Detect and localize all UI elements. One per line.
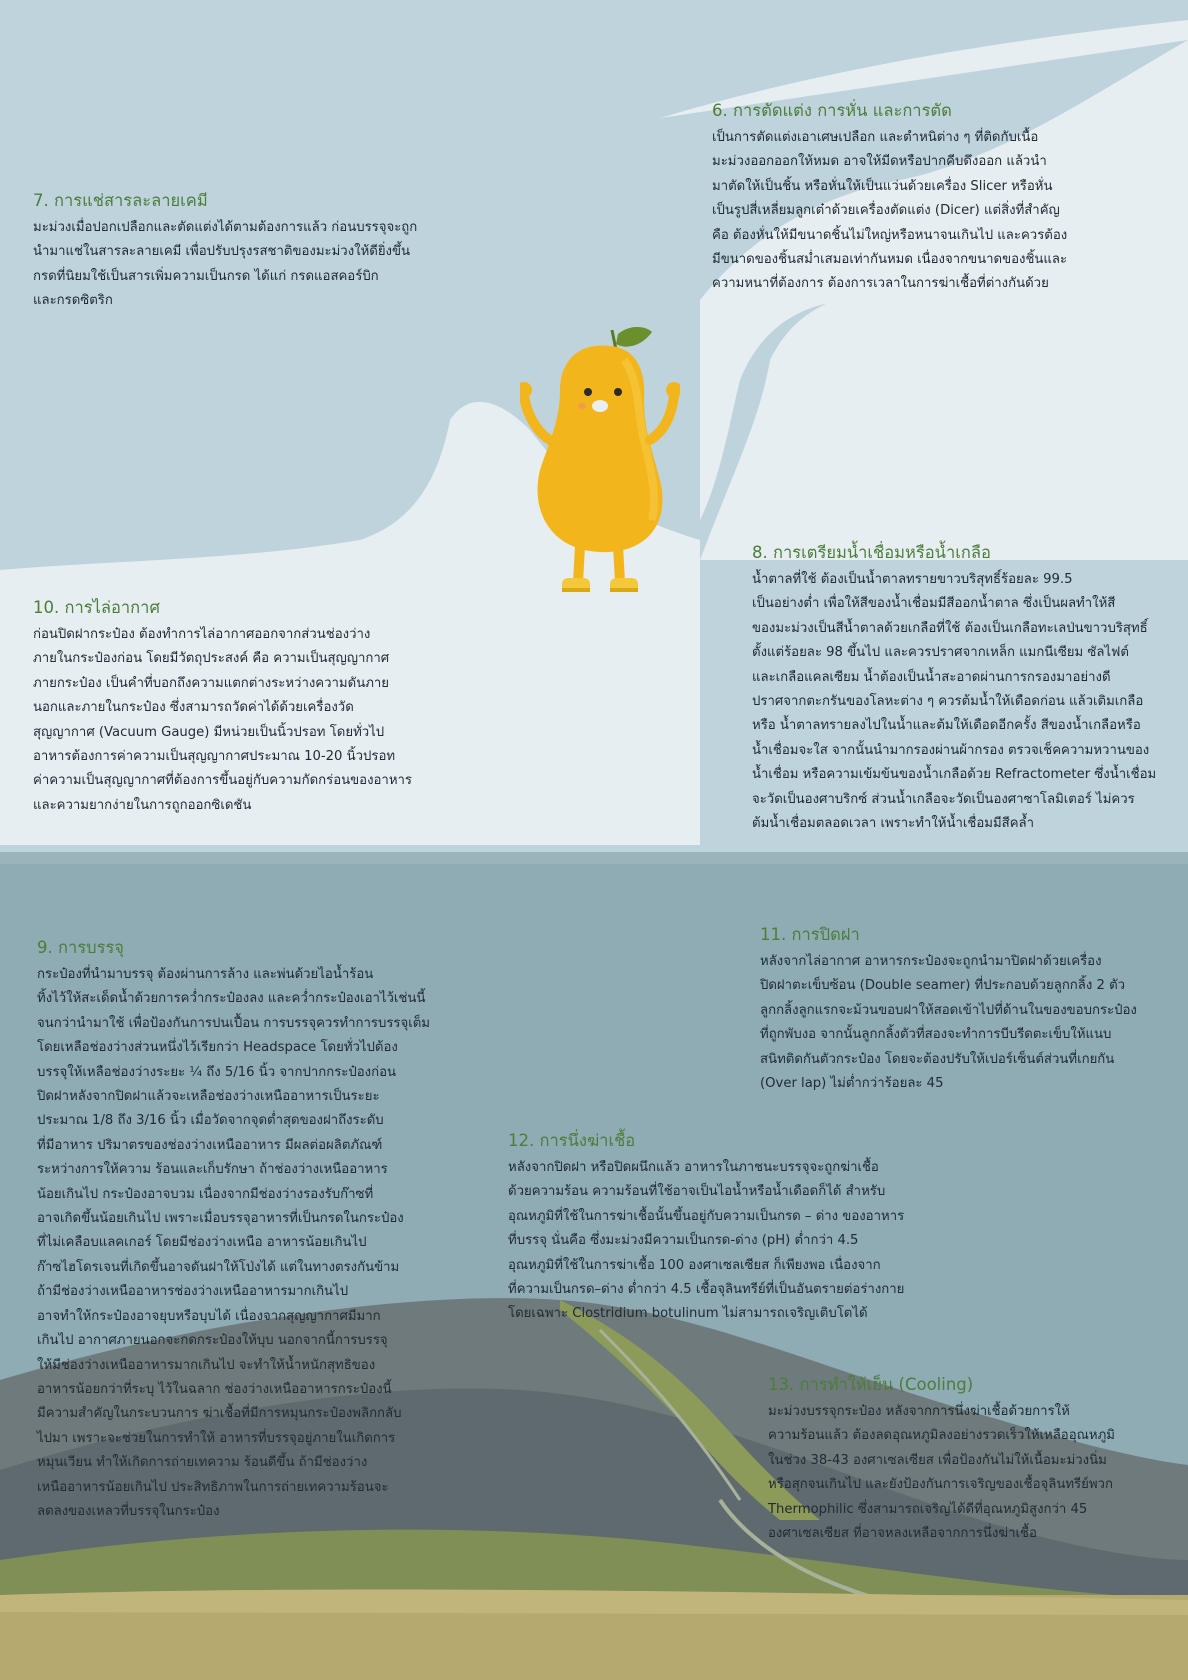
section-11-seaming (760, 922, 1170, 1096)
section-12-sterilizing (508, 1128, 948, 1327)
section-7-body: มะม่วงเมื่อปอกเปลือกและตัดแต่งได้ตามต้องการแล้ว ก่อนบรรจุจะถูก นำมาแช่ในสารละลายเคมี เพื่อปรับปรุงรสชาติของมะม่วงให้ดียิ่งขึ้น กรดที่นิยมใช้เป็นสารเพิ่มความเป็นกรด ได้แก่ กรดแอสคอร์บิก และกรดซิตริก (33, 220, 418, 309)
section-9-filling (37, 935, 457, 1524)
section-8-body: น้ำตาลที่ใช้ ต้องเป็นน้ำตาลทรายขาวบริสุทธิ์ร้อยละ 99.5 เป็นอย่างต่ำ เพื่อให้สีของน้ำเชื่อมมีสีออกน้ำตาล ซึ่งเป็นผลทำให้สี ของมะม่วงเป็นสีน้ำตาลด้วยเกลือที่ใช้ ต้องเป็นเกลือทะเลป่นขาวบริสุทธิ์ ตั้งแต่ร้อยละ 98 ขึ้นไป และควรปราศจากเหล็ก แมกนีเซียม ซัลไฟต์ และเกลือแคลเซียม น้ำต้องเป็นน้ำสะอาดผ่านการกรองมาอย่างดี ปราศจากตะกรันของโลหะต่าง ๆ ควรต้มน้ำให้เดือดก่อน แล้วเติมเกลือ หรือ น้ำตาลทรายลงไปในน้ำและต้มให้เดือดอีกครั้ง สีของน้ำเกลือหรือ น้ำเชื่อมจะใส จากนั้นนำมากรองผ่านผ้ากรอง ตรวจเช็คความหวานของ น้ำเชื่อม หรือความเข้มข้นของน้ำเกลือด้วย Refractometer ซึ่งน้ำเชื่อม จะวัดเป็นองศาบริกซ์ ส่วนน้ำเกลือจะวัดเป็นองศาซาโลมิเตอร์ ไม่ควร ต้มน้ำเชื่อมตลอดเวลา เพราะทำให้น้ำเชื่อมมีสีคล้ำ (752, 572, 1157, 832)
section-13-cooling (768, 1372, 1178, 1546)
section-10-exhausting (33, 595, 453, 818)
section-9-body: กระป๋องที่นำมาบรรจุ ต้องผ่านการล้าง และพ่นด้วยไอน้ำร้อน ทิ้งไว้ให้สะเด็ดน้ำด้วยการคว่ำกระป๋องลง และคว่ำกระป๋องเอาไว้เช่นนี้ จนกว่านำมาใช้ เพื่อป้องกันการปนเปื้อน การบรรจุควรทำการบรรจุเต็ม โดยเหลือช่องว่างส่วนหนึ่งไว้เรียกว่า Headspace โดยทั่วไปต้อง บรรจุให้เหลือช่องว่างระยะ ¼ ถึง 5/16 นิ้ว จากปากกระป๋องก่อน ปิดฝาหลังจากปิดฝาแล้วจะเหลือช่องว่างเหนืออาหารเป็นระยะ ประมาณ 1/8 ถึง 3/16 นิ้ว เมื่อวัดจากจุดต่ำสุดของฝาถึงระดับ ที่มีอาหาร ปริมาตรของช่องว่างเหนืออาหาร มีผลต่อผลิตภัณฑ์ ระหว่างการให้ความ ร้อนและเก็บรักษา ถ้าช่องว่างเหนืออาหาร น้อยเกินไป กระป๋องอาจบวม เนื่องจากมีช่องว่างรองรับก๊าซที่ อาจเกิดขึ้นน้อยเกินไป เพราะเมื่อบรรจุอาหารที่เป็นกรดในกระป๋อง ที่ไม่เคลือบแลคเกอร์ โดยมีช่องว่างเหนือ อาหารน้อยเกินไป ก๊าซไฮโดรเจนที่เกิดขึ้นอาจดันฝาให้โป่งได้ แต่ในทางตรงกันข้าม ถ้ามีช่องว่างเหนืออาหารช่องว่างเหนืออาหารมากเกินไป อาจทำให้กระป๋องอาจยุบหรือบุบได้ เนื่องจากสุญญากาศมีมาก เกินไป อากาศภายนอกจะกดกระป๋องให้บุบ นอกจากนี้การบรรจุ ให้มีช่องว่างเหนืออาหารมากเกินไป จะทำให้น้ำหนักสุทธิของ อาหารน้อยกว่าที่ระบุ ไว้ในฉลาก ช่องว่างเหนืออาหารกระป๋องนี้ มีความสำคัญในกระบวนการ ฆ่าเชื้อที่มีการหมุนกระป๋องพลิกกลับ ไปมา เพราะจะช่วยในการทำให้ อาหารที่บรรจุอยู่ภายในเกิดการ หมุนเวียน ทำให้เกิดการถ่ายเทความ ร้อนดีขึ้น ถ้ามีช่องว่าง เหนืออาหารน้อยเกินไป ประสิทธิภาพในการถ่ายเทความร้อนจะ ลดลงของเหลวที่บรรจุในกระป๋อง (37, 967, 430, 1519)
section-7-chemical-soak (33, 188, 453, 314)
section-13-body: มะม่วงบรรจุกระป๋อง หลังจากการนึ่งฆ่าเชื้อด้วยการให้ ความร้อนแล้ว ต้องลดอุณหภูมิลงอย่างรวดเร็วให้เหลืออุณหภูมิ ในช่วง 38-43 องศาเซลเซียส เพื่อป้องกันไม่ให้เนื้อมะม่วงนิ่ม หรือสุกจนเกินไป และยังป้องกันการเจริญของเชื้อจุลินทรีย์พวก Thermophilic ซึ่งสามารถเจริญได้ดีที่อุณหภูมิสูงกว่า 45 องศาเซลเซียส ที่อาจหลงเหลือจากการนึ่งฆ่าเชื้อ (768, 1404, 1115, 1542)
section-7-heading: 7. การแช่สารละลายเคมี (33, 191, 208, 210)
section-13-heading: 13. การทำให้เย็น (Cooling) (768, 1375, 974, 1394)
section-6-trimming (712, 98, 1152, 297)
section-11-heading: 11. การปิดฝา (760, 925, 860, 944)
section-8-heading: 8. การเตรียมน้ำเชื่อมหรือน้ำเกลือ (752, 543, 991, 562)
section-8-syrup-brine (752, 540, 1182, 836)
section-12-body: หลังจากปิดฝา หรือปิดผนึกแล้ว อาหารในภาชนะบรรจุจะถูกฆ่าเชื้อ ด้วยความร้อน ความร้อนที่ใช้อาจเป็นไอน้ำหรือน้ำเดือดก็ได้ สำหรับ อุณหภูมิที่ใช้ในการฆ่าเชื้อนั้นขึ้นอยู่กับความเป็นกรด – ด่าง ของอาหาร ที่บรรจุ นั่นคือ ซึ่งมะม่วงมีความเป็นกรด-ด่าง (pH) ต่ำกว่า 4.5 อุณหภูมิที่ใช้ในการฆ่าเชื้อ 100 องศาเซลเซียส ก็เพียงพอ เนื่องจาก ที่ความเป็นกรด–ด่าง ต่ำกว่า 4.5 เชื้อจุลินทรีย์ที่เป็นอันตรายต่อร่างกาย โดยเฉพาะ Clostridium botulinum ไม่สามารถเจริญเติบโตได้ (508, 1160, 905, 1322)
section-9-heading: 9. การบรรจุ (37, 938, 124, 957)
section-10-body: ก่อนปิดฝากระป๋อง ต้องทำการไล่อากาศออกจากส่วนช่องว่าง ภายในกระป๋องก่อน โดยมีวัตถุประสงค์ คือ ความเป็นสุญญากาศ ภายกระป๋อง เป็นคำที่บอกถึงความแตกต่างระหว่างความดันภาย นอกและภายในกระป๋อง ซึ่งสามารถวัดค่าได้ด้วยเครื่องวัด สุญญากาศ (Vacuum Gauge) มีหน่วยเป็นนิ้วปรอท โดยทั่วไป อาหารต้องการค่าความเป็นสุญญากาศประมาณ 10-20 นิ้วปรอท ค่าความเป็นสุญญากาศที่ต้องการขึ้นอยู่กับความกัดกร่อนของอาหาร และความยากง่ายในการถูกออกซิเดชัน (33, 627, 413, 813)
section-10-heading: 10. การไล่อากาศ (33, 598, 160, 617)
section-11-body: หลังจากไล่อากาศ อาหารกระป๋องจะถูกนำมาปิดฝาด้วยเครื่อง ปิดฝาตะเข็บซ้อน (Double seamer) ที่ประกอบด้วยลูกกลิ้ง 2 ตัว ลูกกลิ้งลูกแรกจะม้วนขอบฝาให้สอดเข้าไปที่ด้านในของขอบกระป๋อง ที่ถูกพับงอ จากนั้นลูกกลิ้งตัวที่สองจะทำการบีบรีดตะเข็บให้แนบ สนิทติดกันตัวกระป๋อง โดยจะต้องปรับให้เปอร์เซ็นต์ส่วนที่เกยกัน (Over lap) ไม่ต่ำกว่าร้อยละ 45 (760, 954, 1137, 1092)
mango-mascot-icon (520, 320, 680, 610)
section-12-heading: 12. การนึ่งฆ่าเชื้อ (508, 1131, 636, 1150)
section-6-body: เป็นการตัดแต่งเอาเศษเปลือก และตำหนิต่าง ๆ ที่ติดกับเนื้อ มะม่วงออกออกให้หมด อาจให้มีดหรือปากคีบดึงออก แล้วนำ มาตัดให้เป็นชิ้น หรือหั่นให้เป็นแว่นด้วยเครื่อง Slicer หรือหั่น เป็นรูปสี่เหลี่ยมลูกเต๋าด้วยเครื่องตัดแต่ง (Dicer) แต่สิ่งที่สำคัญ คือ ต้องหั่นให้มีขนาดชิ้นไม่ใหญ่หรือหนาจนเกินไป และควรต้อง มีขนาดของชิ้นสม่ำเสมอเท่ากันหมด เนื่องจากขนาดของชิ้นและ ความหนาที่ต้องการ ต้องการเวลาในการฆ่าเชื้อที่ต่างกันด้วย (712, 130, 1068, 292)
section-6-heading: 6. การตัดแต่ง การหั่น และการตัด (712, 101, 952, 120)
